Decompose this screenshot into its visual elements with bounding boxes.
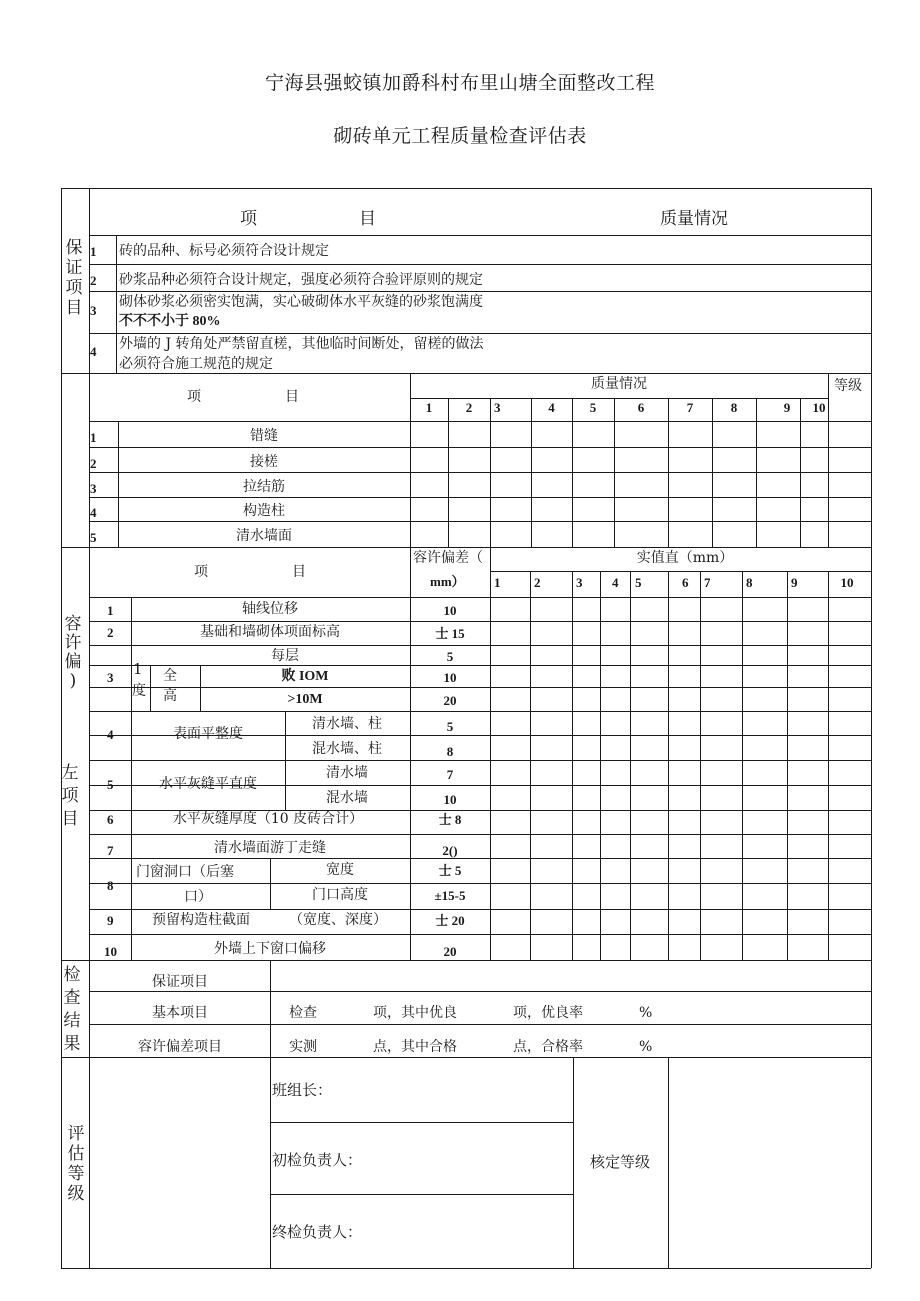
grid-line-v <box>410 547 411 960</box>
tolerance-header-unit: 容许偏差（ <box>413 550 483 566</box>
tolerance-header-item: 项 目 <box>194 564 306 580</box>
tolerance-sub-name: 清水墙、柱 <box>312 716 382 732</box>
tolerance-sub-name: 败 IOM <box>281 669 329 684</box>
tolerance-row-glyph: 1 <box>133 660 143 678</box>
grid-line-v <box>270 1057 271 1268</box>
grid-line-v <box>668 571 669 960</box>
initial-inspector-label: 初检负责人： <box>272 1151 363 1169</box>
grid-line-h <box>200 687 410 688</box>
grid-line-h <box>89 909 871 910</box>
tolerance-row-value: 20 <box>443 944 457 959</box>
basic-col-number: 7 <box>686 400 694 415</box>
tolerance-col-number: 7 <box>704 575 711 590</box>
grid-line-v <box>800 398 801 547</box>
guarantee-row-text: 必须符合施工规范的规定 <box>119 356 273 372</box>
tolerance-row-name: 清水墙面游丁走缝 <box>214 840 326 856</box>
grid-line-v <box>490 571 491 960</box>
grid-line-v <box>871 188 872 1268</box>
grid-line-h <box>61 1268 871 1269</box>
basic-col-number: 1 <box>425 400 433 415</box>
grid-line-h <box>270 1194 573 1195</box>
tolerance-row-group: 度 <box>132 683 146 699</box>
grid-line-v <box>61 421 62 547</box>
basic-row-number: 4 <box>90 505 97 520</box>
tolerance-sub-name: 宽度 <box>326 862 354 878</box>
tolerance-side-label-top: 容 许 偏 ) <box>64 614 82 691</box>
tolerance-row-number: 6 <box>107 812 114 827</box>
grid-line-h <box>89 235 871 236</box>
grid-line-h <box>89 1024 871 1025</box>
basic-col-number: 4 <box>548 400 555 415</box>
grid-line-v <box>600 571 601 960</box>
grid-line-v <box>668 1057 669 1268</box>
tolerance-row-value: 10 <box>443 792 457 807</box>
grid-line-v <box>410 373 411 547</box>
tolerance-row-value: 7 <box>446 767 454 782</box>
basic-row-number: 1 <box>90 430 97 445</box>
basic-col-number: 8 <box>730 400 738 415</box>
grid-line-v <box>131 597 132 960</box>
check-row-text: 实测 点，其中合格 点，合格率 % <box>289 1039 653 1055</box>
grid-line-h <box>270 1122 573 1123</box>
grid-line-h <box>89 333 871 334</box>
tolerance-col-number: 9 <box>791 575 798 590</box>
basic-col-number: 9 <box>783 400 791 415</box>
grid-line-h <box>89 472 871 473</box>
grid-line-v <box>756 398 757 547</box>
tolerance-row-value: 2() <box>442 843 458 858</box>
grid-line-v <box>712 398 713 547</box>
grid-line-v <box>118 421 119 547</box>
grid-line-v <box>828 373 829 547</box>
grid-line-v <box>490 398 491 547</box>
tolerance-row-value: ±15-5 <box>434 888 466 903</box>
tolerance-sub-name: 每层 <box>271 648 299 664</box>
grid-line-v <box>448 398 449 547</box>
grid-line-h <box>89 291 871 292</box>
grid-line-h <box>89 447 871 448</box>
grid-line-h <box>89 597 871 598</box>
grid-line-h <box>89 521 871 522</box>
grid-line-h <box>410 398 828 399</box>
tolerance-col-number: 3 <box>576 575 583 590</box>
grid-line-h <box>61 1057 871 1058</box>
guarantee-row-text: 外墙的 J 转角处严禁留直槎，其他临时间断处，留槎的做法 <box>119 336 484 352</box>
tolerance-row-group: 全 <box>163 668 177 684</box>
grid-line-v <box>700 571 701 960</box>
guarantee-row-number: 4 <box>90 344 97 359</box>
basic-row-name: 构造柱 <box>243 503 285 519</box>
tolerance-row-name: 水平灰缝平直度 <box>159 776 257 792</box>
grid-line-h <box>89 621 871 622</box>
basic-col-number: 3 <box>494 400 501 415</box>
tolerance-row-value: 20 <box>443 693 457 708</box>
document-title: 宁海县强蛟镇加爵科村布里山塘全面整改工程 <box>264 72 655 94</box>
grid-line-v <box>150 665 151 711</box>
tolerance-row-value: 士 20 <box>435 913 465 928</box>
basic-header-item: 项 目 <box>187 389 299 405</box>
grid-line-h <box>89 858 871 859</box>
tolerance-col-number: 5 <box>635 575 642 590</box>
guarantee-row-text: 不不不小于 80% <box>119 314 221 329</box>
grid-line-v <box>742 571 743 960</box>
grid-line-v <box>530 571 531 960</box>
grid-line-h <box>61 960 871 961</box>
tolerance-row-name: 轴线位移 <box>242 601 298 617</box>
tolerance-row-name: 外墙上下窗口偏移 <box>214 941 326 957</box>
tolerance-row-name: 表面平整度 <box>173 726 243 742</box>
grid-line-v <box>61 188 62 1268</box>
basic-col-number: 5 <box>589 400 597 415</box>
tolerance-row-name: 预留构造柱截面 <box>152 912 250 928</box>
grid-line-v <box>116 235 117 373</box>
grid-line-h <box>89 760 871 761</box>
tolerance-row-number: 8 <box>107 878 114 893</box>
tolerance-sub-name: 混水墙 <box>326 790 368 806</box>
basic-row-number: 3 <box>90 481 97 496</box>
guarantee-row-text: 砌体砂浆必须密实饱满，实心破砌体水平灰缝的砂浆饱满度 <box>119 294 483 310</box>
guarantee-side-label: 保 证 项 目 <box>65 238 83 318</box>
grid-line-v <box>572 571 573 960</box>
team-leader-label: 班组长： <box>272 1081 333 1099</box>
tolerance-sub-name: >10M <box>287 692 323 707</box>
tolerance-row-number: 4 <box>107 727 114 742</box>
guarantee-row-number: 2 <box>90 273 97 288</box>
guarantee-row-number: 1 <box>90 244 97 259</box>
grid-line-h <box>61 547 871 548</box>
tolerance-row-number: 5 <box>107 777 114 792</box>
grid-line-h <box>89 711 871 712</box>
tolerance-header-unit-mm: mm） <box>430 574 465 589</box>
tolerance-side-label-bottom: 左 项 目 <box>61 763 79 829</box>
grid-line-h <box>89 934 871 935</box>
grid-line-h <box>89 665 871 666</box>
grid-line-h <box>61 188 871 189</box>
grid-line-v <box>787 571 788 960</box>
grid-line-h <box>89 645 871 646</box>
grid-line-v <box>573 1057 574 1268</box>
tolerance-col-number: 8 <box>746 575 753 590</box>
verified-grade-label: 核定等级 <box>589 1153 651 1171</box>
grid-line-v <box>270 858 271 909</box>
tolerance-row-value: 10 <box>443 603 457 618</box>
document-subtitle: 砌砖单元工程质量检查评估表 <box>333 125 587 147</box>
grid-line-h <box>89 264 871 265</box>
check-row-label: 基本项目 <box>152 1005 208 1021</box>
basic-row-name: 清水墙面 <box>236 528 292 544</box>
tolerance-row-value: 士 8 <box>438 812 462 827</box>
basic-row-number: 2 <box>90 456 97 471</box>
tolerance-row-number: 1 <box>107 603 114 618</box>
tolerance-sub-name: 混水墙、柱 <box>312 741 382 757</box>
tolerance-sub-name: （宽度、深度） <box>289 912 387 928</box>
check-row-text: 检查 项，其中优良 项，优良率 % <box>289 1005 653 1021</box>
basic-row-name: 错缝 <box>250 428 278 444</box>
grid-line-v <box>572 398 573 547</box>
check-row-label: 容许偏差项目 <box>138 1039 222 1055</box>
tolerance-header-actual: 实值直（mm） <box>636 550 734 566</box>
tolerance-row-value: 士 5 <box>438 863 462 878</box>
tolerance-row-value: 5 <box>446 649 454 664</box>
tolerance-row-group: 高 <box>163 688 177 704</box>
grid-line-h <box>490 571 871 572</box>
tolerance-row-number: 10 <box>104 944 117 959</box>
tolerance-row-name: 口） <box>184 889 212 905</box>
guarantee-row-text: 砖的品种、标号必须符合设计规定 <box>119 243 329 259</box>
tolerance-row-name: 门窗洞口（后塞 <box>136 864 234 880</box>
grid-line-h <box>89 421 871 422</box>
check-side-label: 检 查 结 果 <box>63 965 81 1054</box>
grid-line-v <box>828 571 829 960</box>
guarantee-header-item: 项 目 <box>240 209 376 229</box>
tolerance-sub-name: 清水墙 <box>326 765 368 781</box>
tolerance-row-number: 9 <box>107 913 114 928</box>
tolerance-row-name: 水平灰缝厚度（10 皮砖合计） <box>172 811 364 827</box>
basic-col-number: 10 <box>812 400 826 415</box>
check-row-label: 保证项目 <box>152 974 208 990</box>
basic-row-number: 5 <box>90 530 97 545</box>
tolerance-row-value: 8 <box>446 744 454 759</box>
grid-line-v <box>531 398 532 547</box>
basic-header-quality: 质量情况 <box>591 376 647 392</box>
basic-col-number: 2 <box>465 400 473 415</box>
basic-header-grade: 等级 <box>834 378 862 394</box>
tolerance-col-number: 1 <box>494 575 501 590</box>
grid-line-h <box>61 373 871 374</box>
final-inspector-label: 终检负责人： <box>272 1223 363 1241</box>
tolerance-row-value: 5 <box>446 719 454 734</box>
grid-line-h <box>89 991 871 992</box>
grid-line-h <box>89 497 871 498</box>
tolerance-col-number: 2 <box>534 575 541 590</box>
tolerance-row-number: 2 <box>107 625 114 640</box>
grid-line-h <box>89 883 871 884</box>
grid-line-v <box>270 960 271 1057</box>
tolerance-col-number: 10 <box>840 575 854 590</box>
guarantee-header-quality: 质量情况 <box>660 209 728 229</box>
evaluation-side-label: 评 估 等 级 <box>67 1124 85 1204</box>
tolerance-row-number: 7 <box>107 843 114 858</box>
grid-line-v <box>668 398 669 547</box>
tolerance-row-value: 士 15 <box>435 626 465 641</box>
guarantee-row-number: 3 <box>90 303 97 318</box>
grid-line-v <box>630 571 631 960</box>
grid-line-v <box>285 711 286 810</box>
tolerance-sub-name: 门口高度 <box>312 887 368 903</box>
grid-line-h <box>89 834 871 835</box>
guarantee-row-text: 砂浆品种必须符合设计规定，强度必须符合验评原则的规定 <box>119 272 483 288</box>
basic-col-number: 6 <box>637 400 645 415</box>
grid-line-v <box>200 665 201 711</box>
grid-line-v <box>614 398 615 547</box>
basic-row-name: 拉结筋 <box>243 479 285 495</box>
basic-row-name: 接槎 <box>250 454 278 470</box>
tolerance-col-number: 4 <box>612 575 619 590</box>
tolerance-row-number: 3 <box>107 670 114 685</box>
tolerance-col-number: 6 <box>682 575 689 590</box>
tolerance-row-name: 基础和墙砌体项面标高 <box>200 624 340 640</box>
tolerance-row-value: 10 <box>443 670 457 685</box>
